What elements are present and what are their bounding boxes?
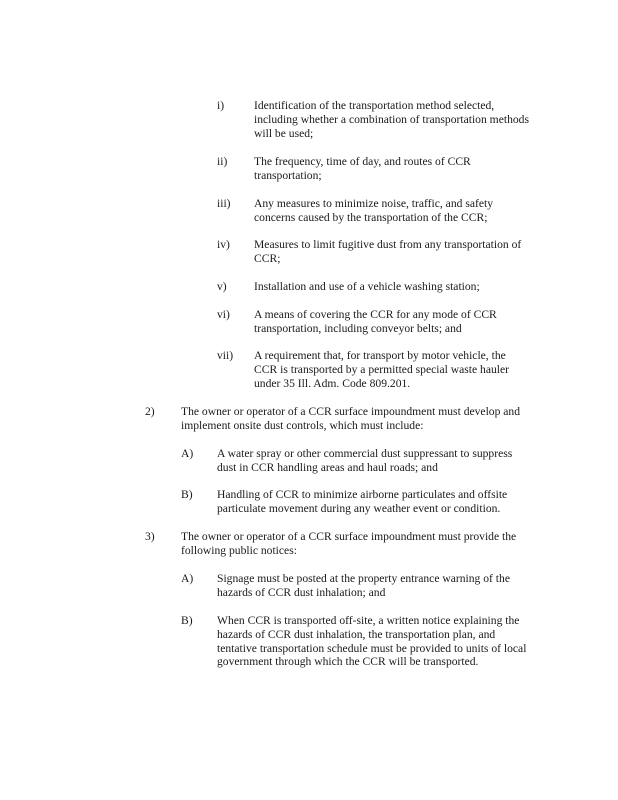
list-marker: vii) [217,349,234,362]
text-line: CCR; [254,251,281,265]
list-marker: B) [181,488,193,501]
list-marker: 2) [145,405,155,418]
list-marker: iii) [217,197,231,210]
text-line: A water spray or other commercial dust suppressant to suppress [217,447,513,460]
list-item-text [254,238,521,266]
text-line: The owner or operator of a CCR surface impoundment must develop and [181,405,521,418]
list-marker: B) [181,614,193,627]
text-line: hazards of CCR dust inhalation, the transportation plan, and [217,627,496,641]
list-marker: v) [217,280,227,293]
list-item-text [254,99,529,140]
text-line: will be used; [254,126,314,140]
text-line: under 35 Ill. Adm. Code 809.201. [254,376,411,390]
list-marker: ii) [217,155,228,168]
list-item-text [254,308,497,336]
paragraph-text [181,530,516,558]
text-line: government through which the CCR will be transported. [217,655,479,669]
list-item-text [254,349,509,390]
text-line: A requirement that, for transport by motor vehicle, the [254,349,506,362]
text-line: implement onsite dust controls, which must include: [181,418,424,432]
list-item-text [254,155,471,183]
text-line: transportation; [254,168,322,182]
text-line: Handling of CCR to minimize airborne particulates and offsite [217,488,508,501]
list-item-text [217,572,510,600]
list-marker: vi) [217,308,230,321]
text-line: The owner or operator of a CCR surface impoundment must provide the [181,530,517,543]
list-item-text [217,447,512,475]
text-line: Identification of the transportation method selected, [254,99,495,112]
text-line: tentative transportation schedule must be provided to units of local [217,641,527,655]
list-item-text [254,197,493,225]
list-marker: iv) [217,238,230,251]
text-line: hazards of CCR dust inhalation; and [217,585,386,599]
text-line: A means of covering the CCR for any mode of CCR [254,308,497,321]
text-line: When CCR is transported off-site, a written notice explaining the [217,614,520,627]
text-line: dust in CCR handling areas and haul roads; and [217,460,438,474]
list-item-text [254,280,480,294]
text-line: Measures to limit fugitive dust from any transportation of [254,238,522,251]
list-marker: A) [181,447,194,460]
text-line: following public notices: [181,543,297,557]
text-line: Any measures to minimize noise, traffic, and safety [254,197,493,210]
list-marker: A) [181,572,194,585]
text-line: The frequency, time of day, and routes of CCR [254,155,471,168]
text-line: Installation and use of a vehicle washing station; [254,280,480,293]
text-line: CCR is transported by a permitted special waste hauler [254,362,509,376]
list-marker: i) [217,99,225,112]
list-marker: 3) [145,530,155,543]
text-line: Signage must be posted at the property entrance warning of the [217,572,510,585]
text-line: including whether a combination of transportation methods [254,112,529,126]
text-line: transportation, including conveyor belts; and [254,321,462,335]
paragraph-text [181,405,520,433]
list-item-text [217,614,526,669]
text-line: particulate movement during any weather event or condition. [217,501,501,515]
text-line: concerns caused by the transportation of the CCR; [254,210,488,224]
list-item-text [217,488,507,516]
